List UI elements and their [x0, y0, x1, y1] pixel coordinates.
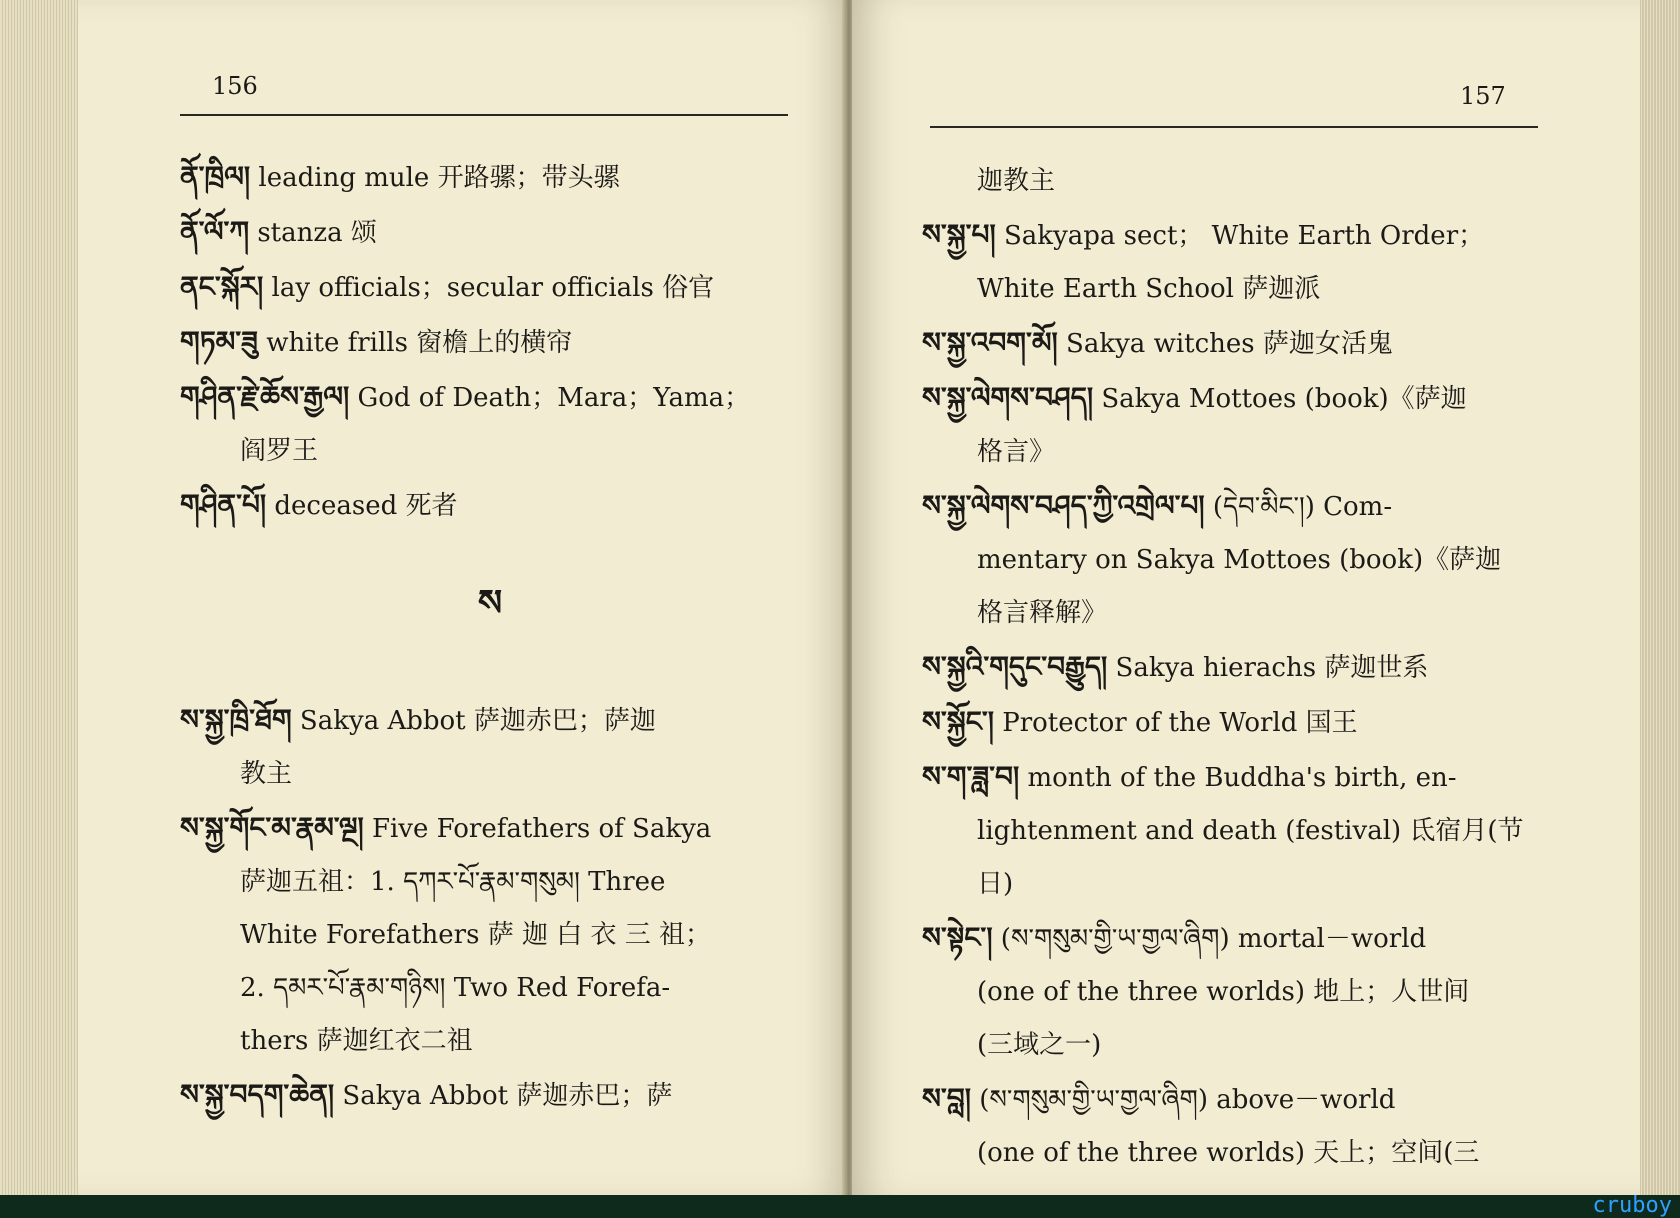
- entry-line: [922, 750, 1552, 805]
- definition: Sakyapa sect； White Earth Order；: [995, 221, 1485, 251]
- tibetan-headword: ས་སྐྱ་ལེགས་བཤད་ཀྱི་འགྲེལ་པ།: [922, 489, 1205, 522]
- tibetan-headword: ས་སྐྱ་ཁྲི་ཐོག: [180, 703, 292, 736]
- entry-line: [922, 966, 1552, 1019]
- entry-line: [922, 695, 1552, 750]
- scan-border: [0, 1195, 1680, 1218]
- tibetan-headword: ས་སྐྱ་གོང་མ་རྣམ་ལྔ།: [180, 811, 364, 844]
- entry-line: [180, 315, 800, 370]
- definition: God of Death；Mara；Yama；: [349, 383, 751, 413]
- definition: Sakya witches 萨迦女活鬼: [1057, 329, 1393, 359]
- definition: 2. དམར་པོ་རྣམ་གཉིས། Two Red Forefa-: [240, 973, 671, 1003]
- tibetan-headword: ནོ་ཁྲིལ།: [180, 160, 251, 193]
- definition: 教主: [240, 759, 293, 789]
- definition: mentary on Sakya Mottoes (book)《萨迦: [977, 545, 1502, 575]
- entry-line: [180, 801, 800, 856]
- definition: 日): [977, 869, 1014, 899]
- definition: 迦教主: [977, 166, 1056, 196]
- tibetan-headword: ས་སྐྱའི་གདུང་བརྒྱུད།: [922, 650, 1108, 683]
- entry-line: [180, 1015, 800, 1068]
- definition: white frills 窗檐上的横帘: [257, 328, 573, 358]
- tibetan-headword: ནོ་ལོ་ཀ: [180, 215, 250, 248]
- watermark: cruboy: [1592, 1193, 1672, 1218]
- entry-line: [922, 1072, 1552, 1127]
- definition: (三域之一): [977, 1030, 1102, 1060]
- tibetan-headword: ས་སྐྱ་བདག་ཆེན།: [180, 1078, 335, 1111]
- tibetan-headword: ས་སྐྱ་པ།: [922, 218, 996, 251]
- definition: Sakya Mottoes (book)《萨迦: [1093, 384, 1467, 414]
- entry-line: [922, 805, 1552, 858]
- entry-line: [922, 316, 1552, 371]
- definition: Five Forefathers of Sakya: [363, 814, 712, 844]
- entry-line: [922, 479, 1552, 534]
- definition: (one of the three worlds) 地上；人世间: [977, 977, 1470, 1007]
- definition: (ས་གསུམ་གྱི་ཡ་གྱལ་ཞིག) mortal－world: [992, 924, 1427, 954]
- entry-line: [180, 856, 800, 909]
- section-letter: ས: [477, 582, 503, 624]
- definition: Sakya hierachs 萨迦世系: [1107, 653, 1429, 683]
- definition: lightenment and death (festival) 氐宿月(节: [977, 816, 1524, 846]
- entry-line: [180, 370, 800, 425]
- entry-line: [180, 150, 800, 205]
- entry-line: [922, 640, 1552, 695]
- tibetan-headword: ས་སྐྱོང་།: [922, 705, 994, 738]
- tibetan-headword: ནང་སྐོར།: [180, 270, 264, 303]
- header-rule: [930, 126, 1538, 128]
- definition: 萨迦五祖：1. དཀར་པོ་རྣམ་གསུམ། Three: [240, 867, 666, 897]
- entry-line: [922, 1019, 1552, 1072]
- entry-line: [922, 1127, 1552, 1180]
- page-edges-left: [0, 0, 82, 1195]
- entry-line: [922, 858, 1552, 911]
- entry-line: [180, 909, 800, 962]
- definition: stanza 颂: [249, 218, 377, 248]
- entry-line: [922, 426, 1552, 479]
- left-page: [78, 0, 848, 1195]
- definition: White Forefathers 萨 迦 白 衣 三 祖；: [240, 920, 712, 950]
- entry-line: [922, 587, 1552, 640]
- entry-line: [180, 693, 800, 748]
- definition: 阎罗王: [240, 436, 319, 466]
- definition: (དེབ་མིང་།) Com-: [1204, 492, 1393, 522]
- entry-line: [922, 155, 1552, 208]
- page-number: 156: [212, 72, 258, 100]
- definition: White Earth School 萨迦派: [977, 274, 1321, 304]
- definition: Protector of the World 国王: [993, 708, 1358, 738]
- definition: (one of the three worlds) 天上；空间(三: [977, 1138, 1480, 1168]
- entry-line: [922, 208, 1552, 263]
- entry-line: [922, 263, 1552, 316]
- definition: 格言释解》: [977, 598, 1108, 628]
- entry-line: [922, 534, 1552, 587]
- definition: (ས་གསུམ་གྱི་ཡ་གྱལ་ཞིག) above－world: [970, 1085, 1396, 1115]
- entry-line: [180, 962, 800, 1015]
- definition: thers 萨迦红衣二祖: [240, 1026, 473, 1056]
- definition: month of the Buddha's birth, en-: [1019, 763, 1457, 793]
- page-edges-right: [1636, 0, 1680, 1195]
- tibetan-headword: གཤིན་རྗེ་ཆོས་རྒྱལ།: [180, 380, 350, 413]
- definition: leading mule 开路骡；带头骡: [250, 163, 620, 193]
- entry-line: [180, 1068, 800, 1123]
- definition: Sakya Abbot 萨迦赤巴；萨迦: [291, 706, 656, 736]
- tibetan-headword: གཤིན་པོ།: [180, 488, 267, 521]
- tibetan-headword: གཏམ་ཟུ: [180, 325, 258, 358]
- entry-line: [180, 748, 800, 801]
- tibetan-headword: ས་སྟེང་།: [922, 921, 993, 954]
- definition: lay officials；secular officials 俗官: [263, 273, 715, 303]
- entry-line: [922, 911, 1552, 966]
- header-rule: [180, 114, 788, 116]
- definition: Sakya Abbot 萨迦赤巴；萨: [334, 1081, 673, 1111]
- right-page: [852, 0, 1640, 1195]
- entry-line: [180, 478, 800, 533]
- tibetan-headword: ས་སྐྱ་འབག་མོ།: [922, 326, 1058, 359]
- definition: deceased 死者: [266, 491, 458, 521]
- entry-line: [180, 260, 800, 315]
- entry-line: [922, 371, 1552, 426]
- entry-line: [180, 205, 800, 260]
- tibetan-headword: ས་སྐྱ་ལེགས་བཤད།: [922, 381, 1094, 414]
- entry-line: [180, 425, 800, 478]
- tibetan-headword: ས་ག་ཟླ་བ།: [922, 760, 1020, 793]
- tibetan-headword: ས་བླ།: [922, 1082, 971, 1115]
- definition: 格言》: [977, 437, 1056, 467]
- dictionary-entries: [922, 155, 1552, 1180]
- page-number: 157: [1460, 82, 1506, 110]
- dictionary-entries: [180, 150, 800, 1123]
